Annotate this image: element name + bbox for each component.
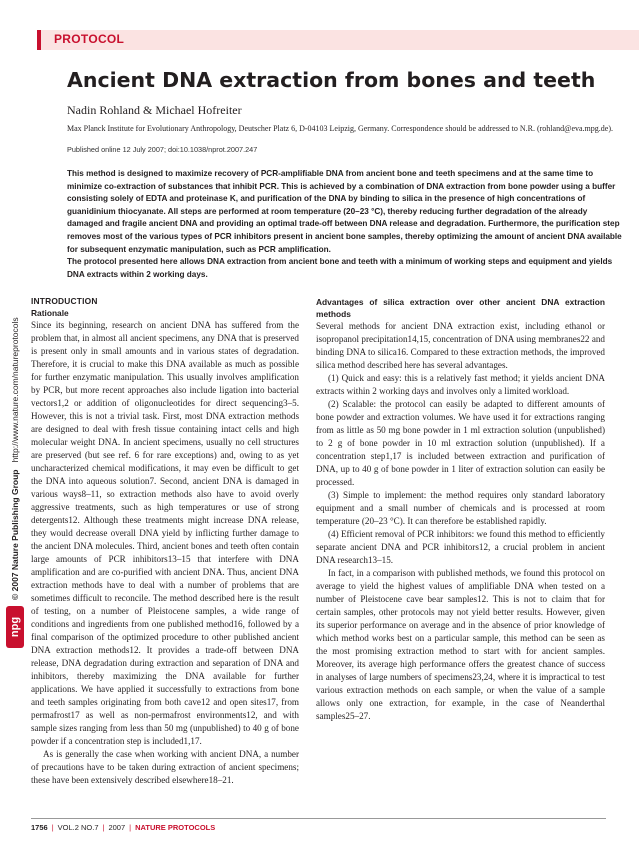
body-paragraph: Several methods for ancient DNA extraction exist, including ethanol or isopropanol precipitation14,15, concentration of DNA using membranes22 and binding DNA to silica16. Compared to these extraction methods, the improved silica method described here has several advantages.	[316, 321, 605, 370]
article-authors: Nadin Rohland & Michael Hofreiter	[67, 103, 242, 117]
npg-logo-text: npg	[9, 616, 22, 638]
footer-divider	[31, 818, 606, 819]
left-column	[31, 296, 299, 787]
volume-issue: VOL.2 NO.7	[57, 823, 99, 832]
body-paragraph: As is generally the case when working with ancient DNA, a number of precautions have to be taken during extraction of ancient specimens; these have been extensively described elsewhere18–21.	[31, 749, 299, 785]
copyright-text: © 2007 Nature Publishing Group	[10, 469, 20, 600]
article-title: Ancient DNA extraction from bones and teeth	[67, 68, 596, 92]
body-paragraph: Since its beginning, research on ancient DNA has suffered from the problem that, in almost all ancient specimens, any DNA that is preserved is present only in small amounts and in various states of degradation. Therefore, it is crucial to make this DNA available as much as possible for further enzymatic manipulation. This usually involves amplification by PCR, but more recent approaches also include ligation into bacterial vectors1,2 or addition of oligonucleotides for direct sequencing3–5. However, this is not a trivial task. First, most DNA extraction methods are designed to deal with fresh tissue containing intact cells and high molecular weight DNA. In ancient specimens, usually no cell structures are preserved (but see ref. 6 for rare exceptions) and, owing to as yet uncharacterized chemical modifications, it may even be difficult to get the DNA into aqueous solution7. Second, ancient DNA is damaged in various ways8–11, so extraction methods also have to avoid overly aggressive treatments, such as high temperatures or use of strong detergents12. Although these treatments might increase DNA release, they would decrease overall DNA yield by inflicting further damage to the ancient DNA molecules. Third, ancient bones and teeth often contain large amounts of PCR inhibitors13–15 that interfere with DNA amplification and are co-purified with ancient DNA. Thus, ancient DNA extraction methods have to deal with a number of problems that are sometimes difficult to reconcile. The method described here is the result of testing, on a number of Pleistocene samples, a wide range of conditions and ingredients from one published method16, followed by a final comparison of the optimized procedure to other published ancient DNA extraction methods12. It provides a trade-off between DNA release, DNA degradation during extraction and separation of DNA and inhibitors, thereby maximizing the DNA available for further applications. We have applied it successfully to extractions from bone and teeth samples originating from both cave12 and open sites17, from permafrost17 as well as non-permafrost environments12, and with sample sizes ranging from less than 50 mg (unpublished) to 40 g of bone powder if a concentration step is included1,17.	[31, 320, 299, 746]
page-footer: 1756 | VOL.2 NO.7 | 2007 | NATURE PROTOCOLS	[31, 823, 216, 832]
article-affiliation: Max Planck Institute for Evolutionary Anthropology, Deutscher Platz 6, D-04103 Leipzig, Germany. Correspondence should be addressed to N.R. (rohland@eva.mpg.de).	[67, 124, 613, 133]
body-paragraph: (3) Simple to implement: the method requires only standard laboratory equipment and a small number of chemicals and is processed at room temperature (20–23 °C). It can therefore be established rapidly.	[316, 490, 605, 526]
header-accent-bar	[37, 30, 41, 50]
abstract-paragraph: This method is designed to maximize recovery of PCR-amplifiable DNA from ancient bone and teeth specimens and at the same time to minimize co-extraction of substances that inhibit PCR. This is achieved by a combination of DNA extraction from bone powder using a buffer consisting solely of EDTA and proteinase K, and purification of the DNA by binding to silica in the presence of high concentrations of guanidinium thiocyanate. All steps are performed at room temperature (20–23 °C), thereby reducing further degradation of the already damaged and fragile ancient DNA and providing an optimal trade-off between DNA release and degradation. Furthermore, the purification step removes most of the various types of PCR inhibitors present in ancient bone samples, thereby optimizing the amount of ancient DNA available for subsequent enzymatic manipulation, such as PCR amplification.	[67, 169, 622, 254]
year: 2007	[108, 823, 126, 832]
section-label: PROTOCOL	[54, 32, 125, 46]
header-band	[37, 30, 639, 50]
journal-url[interactable]: http://www.nature.com/natureprotocols	[10, 317, 20, 463]
abstract	[67, 168, 622, 281]
body-paragraph: (2) Scalable: the protocol can easily be adapted to different amounts of bone powder and extraction volumes. We have used it for extractions ranging from as little as 50 mg bone powder in 1 ml extraction solution (unpublished) to 2 g of bone powder in 10 ml extraction solution (unpublished). If a concentration step1,17 is included between extraction and purification of DNA, up to 40 g of bone powder in 1 liter of extraction solution can easily be processed.	[316, 399, 605, 487]
section-heading: INTRODUCTION	[31, 296, 98, 306]
journal-name: NATURE PROTOCOLS	[135, 823, 216, 832]
npg-logo	[6, 606, 24, 648]
subsection-heading: Rationale	[31, 308, 69, 318]
body-paragraph: In fact, in a comparison with published methods, we found this protocol on average to yield the highest values of amplifiable DNA when tested on a number of Pleistocene cave bear samples12. This is not to claim that for certain samples, other protocols may not yield better results. However, given its superior performance on average and in the absence of prior knowledge of which method works best on a particular sample, this method can be seen as the most promising extraction method to start with for ancient samples. Moreover, its average high performance offers the greatest chance of success in analyses of large numbers of specimens23,24, where it is impractical to test various extraction methods on each sample, or when the value of a sample allows only one extraction, for example, in the case of Neanderthal samples25–27.	[316, 568, 605, 721]
page-number: 1756	[31, 823, 48, 832]
sidebar-copyright	[10, 317, 20, 600]
subsection-heading: Advantages of silica extraction over other ancient DNA extraction methods	[316, 297, 605, 319]
body-paragraph: (4) Efficient removal of PCR inhibitors: we found this method to efficiently separate ancient DNA and PCR inhibitors12, a crucial problem in ancient DNA research13–15.	[316, 529, 605, 565]
right-column	[316, 296, 605, 723]
body-paragraph: (1) Quick and easy: this is a relatively fast method; it yields ancient DNA extracts within 2 working days and involves only a limited workload.	[316, 373, 605, 396]
publication-info: Published online 12 July 2007; doi:10.1038/nprot.2007.247	[67, 145, 258, 154]
abstract-paragraph: The protocol presented here allows DNA extraction from ancient bone and teeth with a minimum of working steps and equipment and yields DNA extracts within 2 working days.	[67, 257, 613, 279]
